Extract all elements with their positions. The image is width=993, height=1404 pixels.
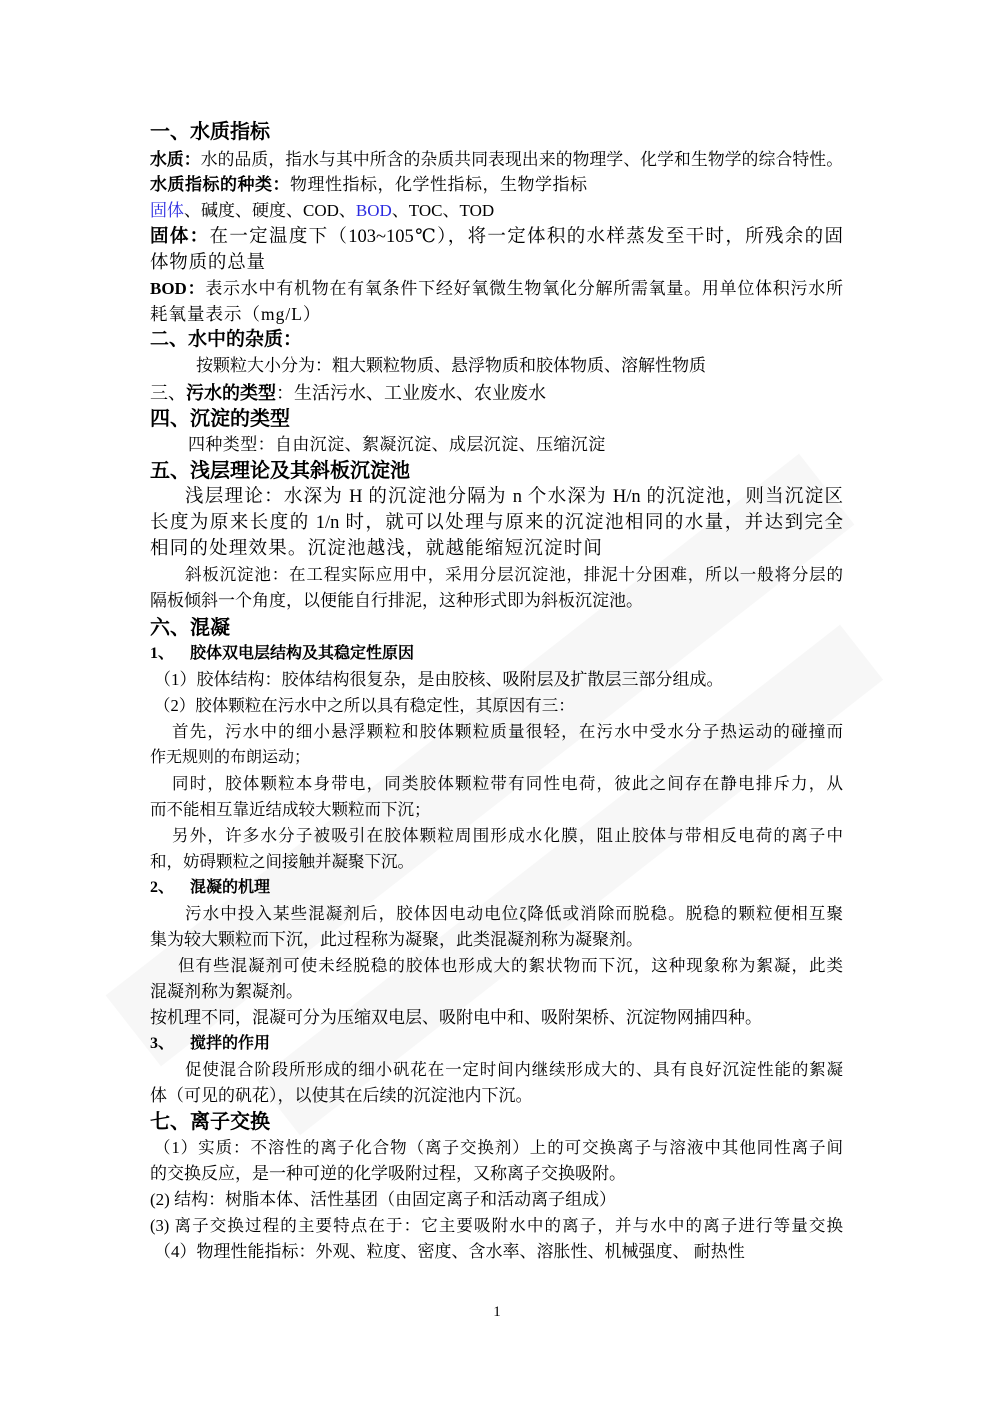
paragraph-line: 的交换反应，是一种可逆的化学吸附过程，又称离子交换吸附。 [150,1164,626,1183]
page-number: 1 [493,1304,501,1320]
paragraph-line: 另外，许多水分子被吸引在胶体颗粒周围形成水化膜，阻止胶体与带相反电荷的离子中 [172,826,843,845]
section-heading: 二、水中的杂质： [150,329,303,350]
section-heading: 五、浅层理论及其斜板沉淀池 [150,460,410,482]
subsection-heading [150,641,414,667]
term-label: 水质指标的种类： [150,175,290,194]
paragraph-line: 体物质的总量 [150,253,266,273]
term-label: 固体： [150,227,210,247]
paragraph-line: (2) 结构：树脂本体、活性基团（由固定离子和活动离子组成） [150,1190,617,1209]
paragraph-line: 浅层理论：水深为 H 的沉淀池分隔为 n 个水深为 H/n 的沉淀池，则当沉淀区 [185,487,843,507]
paragraph-line: 混凝剂称为絮凝剂。 [150,982,303,1001]
paragraph-line: 促使混合阶段所形成的细小矾花在一定时间内继续形成大的、具有良好沉淀性能的絮凝 [185,1060,843,1079]
paragraph-line: 而不能相互靠近结成较大颗粒而下沉； [150,800,431,819]
section-text: ：生活污水、工业废水、农业废水 [276,383,546,403]
section-heading: 六、混凝 [150,617,230,639]
paragraph-line: 耗氧量表示（mg/L） [150,304,322,324]
term-definition: 物理性指标，化学性指标，生物学指标 [290,175,588,194]
paragraph-line: 长度为原来长度的 1/n 时，就可以处理与原来的沉淀池相同的水量，并达到完全 [150,513,843,533]
section-number: 三、 [150,383,186,403]
paragraph-line: 首先，污水中的细小悬浮颗粒和胶体颗粒质量很轻，在污水中受水分子热运动的碰撞而 [172,722,843,741]
subsection-title: 胶体双电层结构及其稳定性原因 [190,645,415,662]
term-definition: 表示水中有机物在有氧条件下经好氧微生物氧化分解所需氧量。用单位体积污水所 [205,279,843,298]
paragraph-line: （2）胶体颗粒在污水中之所以具有稳定性，其原因有三： [154,696,575,715]
term-definition: 在一定温度下（103~105℃），将一定体积的水样蒸发至干时，所残余的固 [209,227,843,247]
section-heading [150,380,546,406]
paragraph-line: 相同的处理效果。沉淀池越浅，就越能缩短沉淀时间 [150,539,604,559]
paragraph-line: 斜板沉淀池：在工程实际应用中，采用分层沉淀池，排泥十分困难，所以一般将分层的 [185,565,843,584]
paragraph-line: 集为较大颗粒而下沉，此过程称为凝聚，此类混凝剂称为凝聚剂。 [150,930,643,949]
paragraph-line [150,224,843,250]
subsection-number: 1、 [150,645,175,662]
paragraph-line: （4）物理性能指标：外观、粒度、密度、含水率、溶胀性、机械强度、 耐热性 [154,1242,745,1261]
paragraph-line: （1）胶体结构：胶体结构很复杂，是由胶核、吸附层及扩散层三部分组成。 [154,670,724,689]
subsection-number: 2、 [150,879,175,896]
section-heading: 四、沉淀的类型 [150,408,290,430]
section-heading: 一、水质指标 [150,121,270,143]
subsection-title: 搅拌的作用 [190,1035,271,1052]
term-label: 水质： [150,150,201,169]
indicator-text: 、碱度、硬度、COD、 [184,201,356,220]
paragraph-line: 按颗粒大小分为：粗大颗粒物质、悬浮物质和胶体物质、溶解性物质 [196,356,706,375]
indicator-highlight: BOD [355,201,392,220]
subsection-heading [150,1031,270,1057]
paragraph-line [150,172,588,198]
term-definition: 水的品质，指水与其中所含的杂质共同表现出来的物理学、化学和生物学的综合特性。 [200,150,843,169]
paragraph-line: 作无规则的布朗运动； [150,749,311,766]
subsection-number: 3、 [150,1035,175,1052]
indicator-list [150,198,494,224]
paragraph-line: 同时，胶体颗粒本身带电，同类胶体颗粒带有同性电荷，彼此之间存在静电排斥力，从 [172,774,843,793]
paragraph-line: 污水中投入某些混凝剂后，胶体因电动电位ζ降低或消除而脱稳。脱稳的颗粒便相互聚 [185,904,843,923]
indicator-text: 、TOC、TOD [391,201,495,220]
section-heading: 七、离子交换 [150,1111,270,1133]
subsection-title: 混凝的机理 [190,879,271,896]
paragraph-line [150,147,843,173]
paragraph-line: 体（可见的矾花），以使其在后续的沉淀池内下沉。 [150,1086,533,1105]
paragraph-line: 隔板倾斜一个角度，以便能自行排泥，这种形式即为斜板沉淀池。 [150,591,643,610]
term-label: BOD： [150,279,206,298]
subsection-heading [150,875,270,901]
paragraph-line: (3) 离子交换过程的主要特点在于：它主要吸附水中的离子，并与水中的离子进行等量交换 [150,1216,843,1235]
paragraph-line: 按机理不同，混凝可分为压缩双电层、吸附电中和、吸附架桥、沉淀物网捕四种。 [150,1008,762,1027]
paragraph-line: 四种类型：自由沉淀、絮凝沉淀、成层沉淀、压缩沉淀 [188,435,606,454]
section-title: 污水的类型 [186,383,276,403]
paragraph-line [150,276,843,302]
paragraph-line: （1）实质：不溶性的离子化合物（离子交换剂）上的可交换离子与溶液中其他同性离子间 [154,1138,843,1157]
indicator-highlight: 固体 [150,201,184,220]
paragraph-line: 但有些混凝剂可使未经脱稳的胶体也形成大的絮状物而下沉，这种现象称为絮凝，此类 [178,956,843,975]
paragraph-line: 和，妨碍颗粒之间接触并凝聚下沉。 [150,852,414,871]
